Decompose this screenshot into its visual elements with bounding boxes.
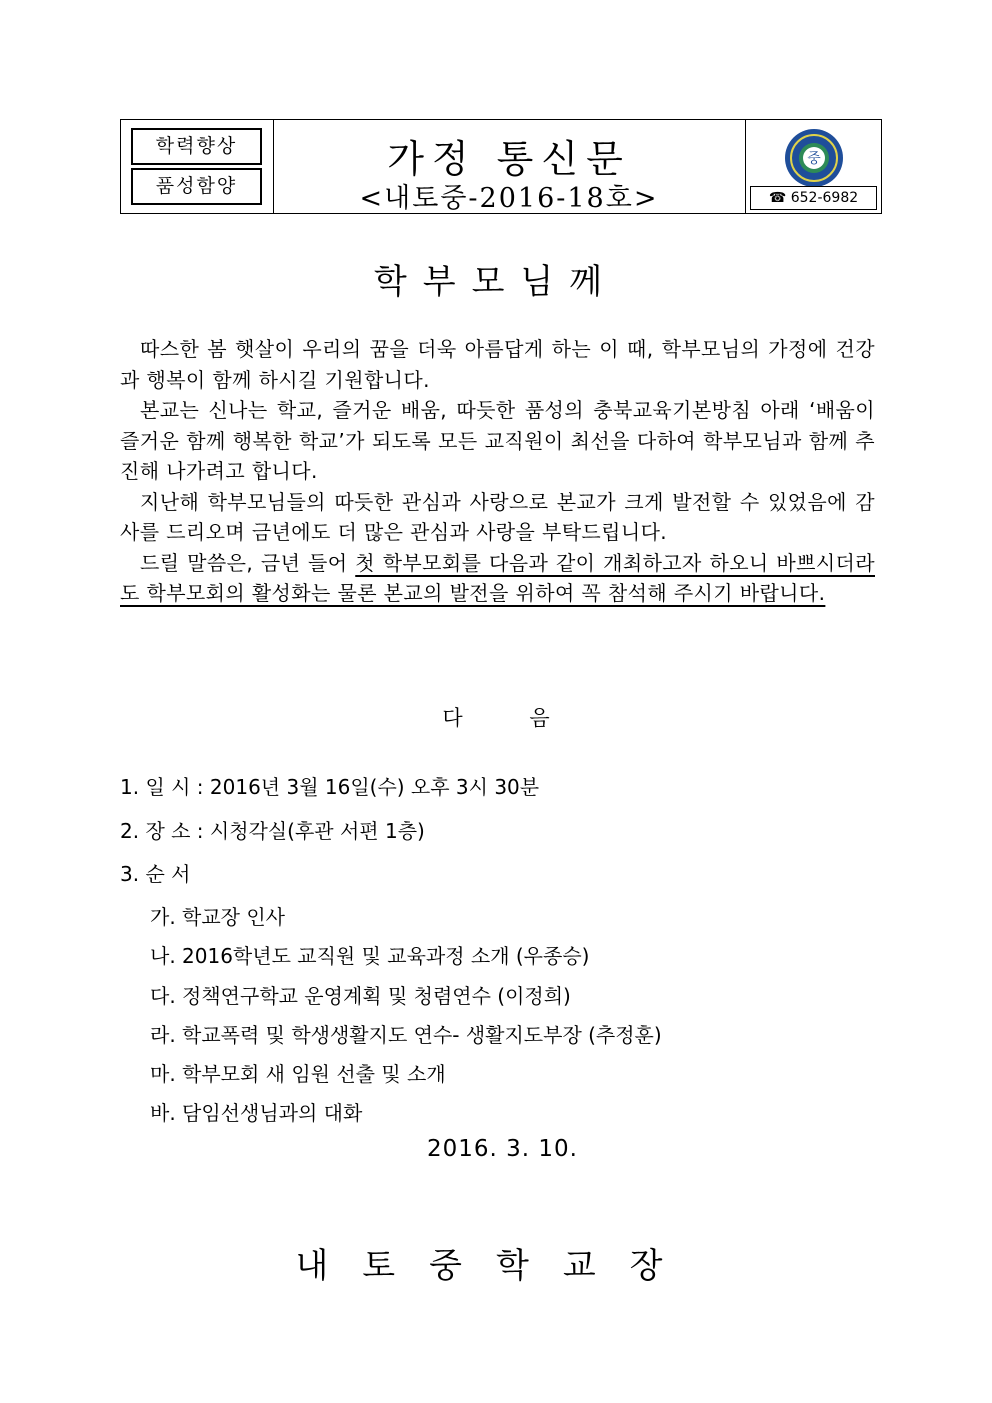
logo-cell [745, 120, 882, 213]
paragraph-4 [120, 548, 875, 609]
newsletter-title: 가정 통신문 [387, 137, 631, 181]
phone-number: ☎ 652-6982 [750, 186, 877, 210]
issue-number: <내토중-2016-18호> [359, 183, 659, 214]
header-table [120, 119, 882, 214]
school-emblem-icon [784, 128, 844, 188]
letter-body [120, 334, 875, 609]
motto-academic: 학력향상 [131, 128, 262, 165]
detail-place: 2. 장 소 : 시청각실(후관 서편 1층) [120, 819, 425, 843]
motto-character: 품성함양 [131, 168, 262, 205]
paragraph-3: 지난해 학부모님들의 따듯한 관심과 사랑으로 본교가 크게 발전할 수 있었음에 감사를 드리오며 금년에도 더 많은 관심과 사랑을 부탁드립니다. [120, 489, 875, 544]
paragraph-2: 본교는 신나는 학교, 즐거운 배움, 따듯한 품성의 충북교육기본방침 아래 ‘배움이 즐거운 함께 행복한 학교’가 되도록 모든 교직원이 최선을 다하여 학부모님과 함께 추진해 나가려고 합니다. [120, 398, 875, 483]
motto-cell [121, 120, 274, 213]
paragraph-4-underlined: 첫 학부모회를 다음과 같이 개최하고자 하오니 바쁘시더라도 학부모회의 활성화는 물론 본교의 발전을 위하여 꼭 참석해 주시기 바랍니다. [120, 550, 875, 605]
order-item-1: 가. 학교장 인사 [150, 905, 285, 929]
detail-order: 3. 순 서 [120, 862, 191, 886]
order-item-3: 다. 정책연구학교 운영계획 및 청렴연수 (이정희) [150, 984, 571, 1008]
order-item-5: 마. 학부모회 새 임원 선출 및 소개 [150, 1062, 446, 1086]
section-title: 다 음 [442, 706, 550, 730]
order-item-2: 나. 2016학년도 교직원 및 교육과정 소개 (우종승) [150, 944, 590, 968]
order-item-4: 라. 학교폭력 및 학생생활지도 연수- 생활지도부장 (추정훈) [150, 1023, 662, 1047]
paragraph-4-lead: 드릴 말씀은, 금년 들어 [140, 550, 356, 575]
detail-date: 1. 일 시 : 2016년 3월 16일(수) 오후 3시 30분 [120, 775, 540, 799]
salutation: 학부모님께 [373, 262, 619, 302]
issue-date: 2016. 3. 10. [427, 1136, 578, 1162]
paragraph-1: 따스한 봄 햇살이 우리의 꿈을 더욱 아름답게 하는 이 때, 학부모님의 가정에 건강과 행복이 함께 하시길 기원합니다. [120, 337, 875, 392]
signature: 내토중학교장 [295, 1246, 697, 1286]
order-item-6: 바. 담임선생님과의 대화 [150, 1101, 363, 1125]
emblem-letter: 중 [807, 151, 821, 167]
